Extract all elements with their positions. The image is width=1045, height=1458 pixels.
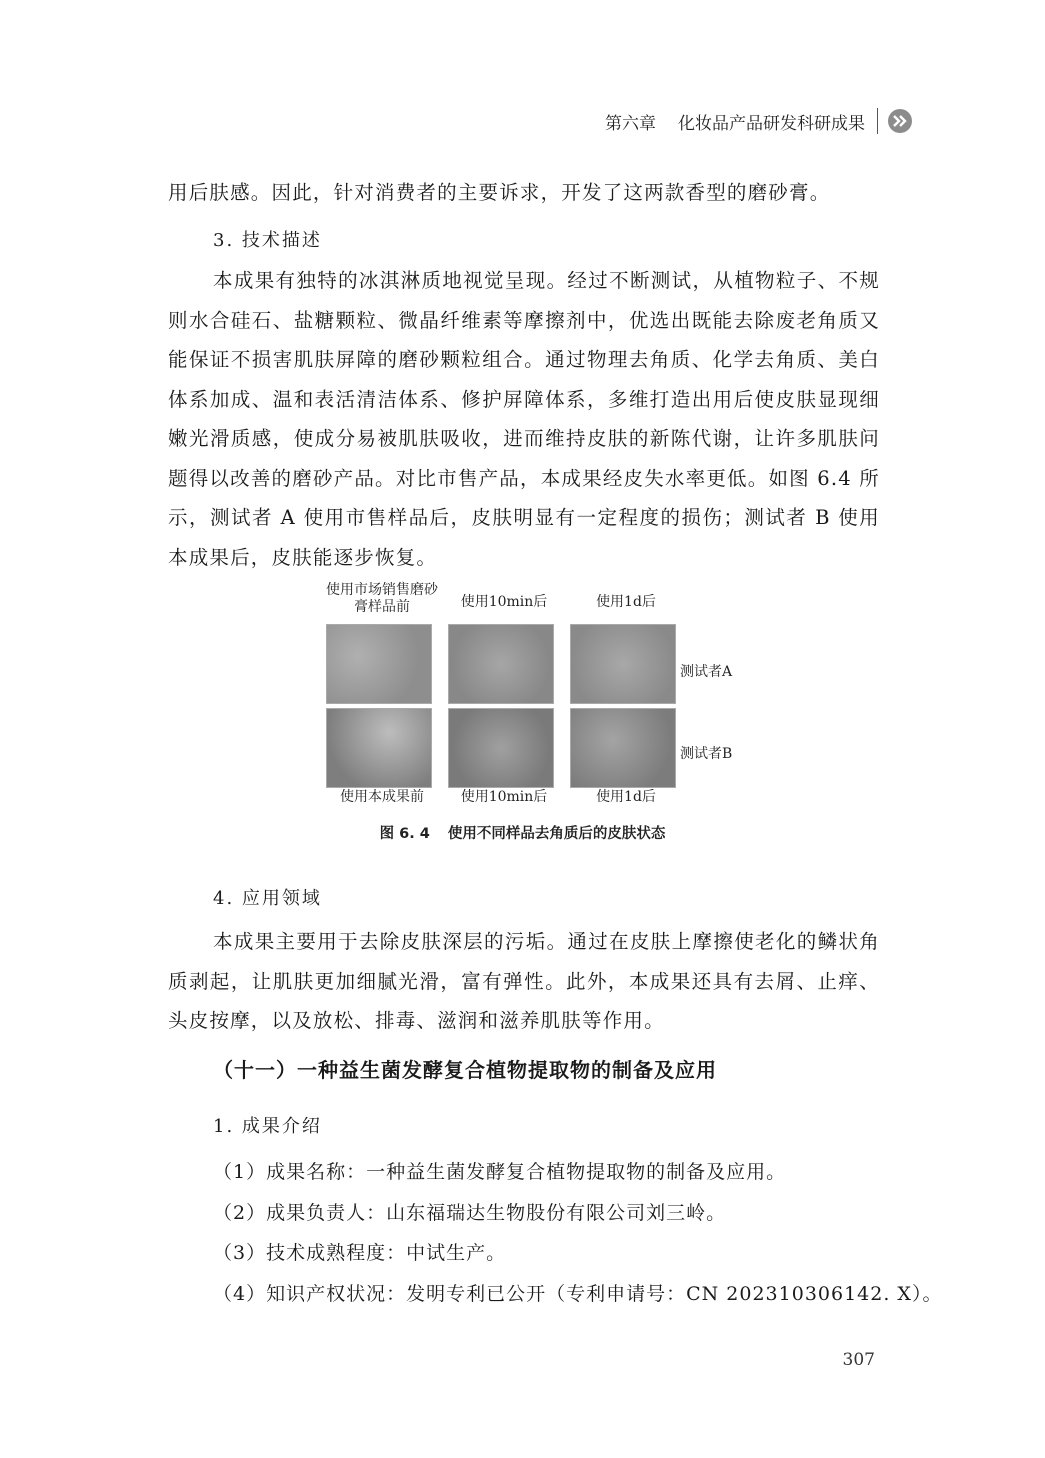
column-label-before-market: 使用市场销售磨砂膏样品前 [326,582,438,615]
double-chevron-right-icon [888,109,912,133]
row-label-tester-b: 测试者B [680,746,733,762]
list-item-lead: （2）成果负责人：山东福瑞达生物股份有限公司刘三岭。 [213,1202,727,1224]
skin-photo-a-before [326,624,432,704]
list-item-ip-status: （4）知识产权状况：发明专利已公开（专利申请号：CN 202310306142. X）。 [213,1283,943,1305]
paragraph-application: 本成果主要用于去除皮肤深层的污垢。通过在皮肤上摩擦使老化的鳞状角质剥起，让肌肤更加细腻光滑，富有弹性。此外，本成果还具有去屑、止痒、头皮按摩，以及放松、排毒、滋润和滋养肌肤等作用。 [168,930,880,1032]
chapter-number: 第六章 [605,113,656,134]
column-label-1d-top: 使用1d后 [596,594,656,610]
paragraph-continuation: 用后肤感。因此，针对消费者的主要诉求，开发了这两款香型的磨砂膏。 [168,181,831,204]
figure-caption-text: 使用不同样品去角质后的皮肤状态 [447,826,666,842]
subheading-achievement-intro: 1. 成果介绍 [213,1116,322,1137]
figure-caption [0,822,1045,843]
column-label-10min-top: 使用10min后 [460,594,548,610]
skin-photo-b-10min [448,708,554,788]
paragraph-technical-description: 本成果有独特的冰淇淋质地视觉呈现。经过不断测试，从植物粒子、不规则水合硅石、盐糖颗粒、微晶纤维素等摩擦剂中，优选出既能去除废老角质又能保证不损害肌肤屏障的磨砂颗粒组合。通过物理去角质、化学去角质、美白体系加成、温和表活清洁体系、修护屏障体系，多维打造出用后使皮肤显现细嫩光滑质感，使成分易被肌肤吸收，进而维持皮肤的新陈代谢，让许多肌肤问题得以改善的磨砂产品。对比市售产品，本成果经皮失水率更低。如图 6.4 所示，测试者 A 使用市售样品后，皮肤明显有一定程度的损伤；测试者 B 使用本成果后，皮肤能逐步恢复。 [168,269,880,569]
skin-photo-a-10min [448,624,554,704]
row-label-tester-a: 测试者A [680,664,733,680]
running-header [605,108,912,134]
chapter-title: 化妆品产品研发科研成果 [678,113,865,134]
list-item-name: （1）成果名称：一种益生菌发酵复合植物提取物的制备及应用。 [213,1161,787,1183]
column-label-1d-bottom: 使用1d后 [596,789,656,805]
subheading-application: 4. 应用领域 [213,888,322,909]
section-heading-11: （十一）一种益生菌发酵复合植物提取物的制备及应用 [213,1058,717,1082]
header-divider [877,108,878,134]
subheading-technical-description: 3. 技术描述 [213,230,322,251]
list-item-maturity: （3）技术成熟程度：中试生产。 [213,1242,507,1264]
figure-caption-number: 图 6. 4 [379,826,430,842]
skin-photo-b-before [326,708,432,788]
skin-photo-a-1d [570,624,676,704]
figure-6-4 [320,580,760,840]
column-label-10min-bottom: 使用10min后 [460,789,548,805]
skin-photo-b-1d [570,708,676,788]
column-label-before-product: 使用本成果前 [340,789,424,805]
page-number: 307 [842,1350,875,1370]
